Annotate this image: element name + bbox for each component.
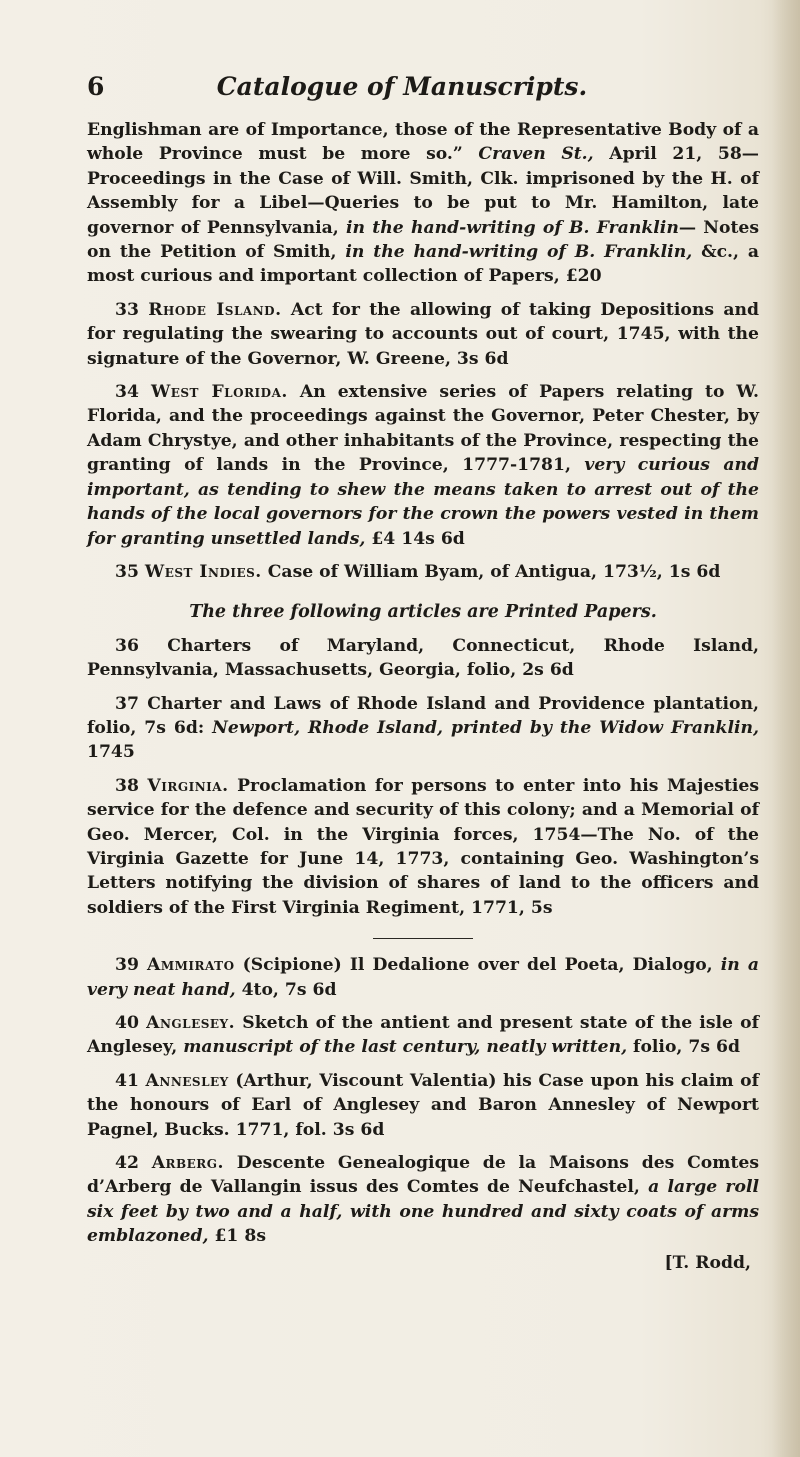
entry-text: Sketch of the antient and present state of the isle of Anglesey, <box>87 1013 760 1058</box>
entry-36 <box>87 634 759 683</box>
entry-number: 40 <box>115 1013 139 1033</box>
catchword: [T. Rodd, <box>664 1252 751 1273</box>
entry-heading: Rhode Island. <box>148 299 282 320</box>
entry-heading: Virginia. <box>147 775 229 796</box>
entry-date: 1745 <box>87 742 135 763</box>
entry-text: Act for the allowing of taking Depositions and for regulating the swearing to accounts out of court, 1745, with the signature of the Governor, W. Greene, 3s 6d <box>87 299 759 369</box>
entry-38 <box>87 774 759 920</box>
entry-number: 37 <box>115 693 139 714</box>
entry-number: 38 <box>115 775 139 796</box>
page-number: 6 <box>87 72 105 101</box>
entry-42 <box>87 1151 759 1249</box>
entry-text: Case of William Byam, of Antigua, 173½, 1s 6d <box>267 561 721 582</box>
page-header <box>87 72 757 112</box>
entry-number: 33 <box>115 299 139 320</box>
entry-41 <box>87 1069 759 1142</box>
entry-note: very curious and important, as tending to shew the means taken to arrest out of the hands of the local governors for the crown the powers vested in them for granting unsettled lands, <box>87 455 759 549</box>
entry-number: 34 <box>115 382 139 403</box>
entry-note: in a very neat hand, <box>87 955 760 1000</box>
entry-heading: Annesley <box>145 1070 229 1091</box>
entry-text: (Scipione) Il Dedalione over del Poeta, Dialogo, <box>242 955 713 976</box>
entry-price: folio, 7s 6d <box>633 1037 740 1058</box>
entry-text: (Arthur, Viscount Valentia) his Case upon his claim of the honours of Earl of Anglesey and Baron Annesley of Newport Pagnel, Bucks. 1771, fol. 3s 6d <box>87 1070 760 1140</box>
entry-number: 39 <box>115 955 139 976</box>
entry-number: 35 <box>115 561 139 582</box>
entry-price: £1 8s <box>214 1226 266 1247</box>
section-title: The three following articles are Printed Papers. <box>189 602 657 623</box>
entry-heading: West Florida. <box>150 382 288 403</box>
entry-text: Descente Genealogique de la Maisons des Comtes d’Arberg de Vallangin issus des Comtes de Neufchastel, <box>87 1153 760 1198</box>
entry-heading: West Indies. <box>144 561 262 582</box>
entry-note: Newport, Rhode Island, printed by the Widow Franklin, <box>212 717 759 738</box>
page-edge-shadow <box>772 0 800 1457</box>
entry-number: 42 <box>115 1153 139 1174</box>
section-divider <box>373 938 473 939</box>
entry-35 <box>87 560 759 584</box>
entry-heading: Ammirato <box>147 955 235 976</box>
entry-39 <box>87 953 759 1002</box>
catalogue-text <box>87 118 759 1275</box>
entry-price: £4 14s 6d <box>371 528 465 549</box>
entry-heading: Arberg. <box>151 1153 225 1174</box>
entry-text: An extensive series of Papers relating to W. Florida, and the proceedings against the Governor, Peter Chester, by Adam Chrystye, and other inhabitants of the Province, respecting the granting of lands in the Province, 1777-1781, <box>87 382 760 476</box>
entry-number: 36 <box>115 635 139 656</box>
entry-37 <box>87 692 759 765</box>
entry-text: Charters of Maryland, Connecticut, Rhode Island, Pennsylvania, Massachusetts, Georgia, folio, 2s 6d <box>87 635 760 681</box>
entry-heading: Anglesey. <box>146 1013 236 1033</box>
entry-text: Charter and Laws of Rhode Island and Providence plantation, folio, 7s 6d: <box>87 693 759 738</box>
entry-note: a large roll six feet by two and a half, with one hundred and sixty coats of arms emblazoned, <box>87 1177 760 1247</box>
entry-33 <box>87 298 759 371</box>
running-title: Catalogue of Manuscripts. <box>216 72 588 101</box>
entry-40 <box>87 1011 759 1060</box>
entry-price: 4to, 7s 6d <box>241 979 337 1000</box>
entry-34 <box>87 380 759 551</box>
entry-continuation: Englishman are of Importance, those of the Representative Body of a whole Province must be more so.” Craven St., April 21, 58— Proceedings in the Case of Will. Smith, Clk. imprisoned by the H. of Assembly for a Libel—Queries to be put to Mr. Hamilton, late governor of Pennsylvania, in the hand-writing of B. Franklin— Notes on the Petition of Smith, in the hand-writing of B. Franklin, &c., a most curious and important collection of Papers, £20 <box>87 120 760 287</box>
entry-number: 41 <box>115 1070 139 1091</box>
entry-note: manuscript of the last century, neatly written, <box>183 1037 628 1058</box>
entry-text: Proclamation for persons to enter into his Majesties service for the defence and security of this colony; and a Memorial of Geo. Mercer, Col. in the Virginia forces, 1754—The No. of the Virginia Gazette for June 14, 1773, containing Geo. Washington’s Letters notifying the division of shares of land to the officers and soldiers of the First Virginia Regiment, 1771, 5s <box>87 775 760 918</box>
